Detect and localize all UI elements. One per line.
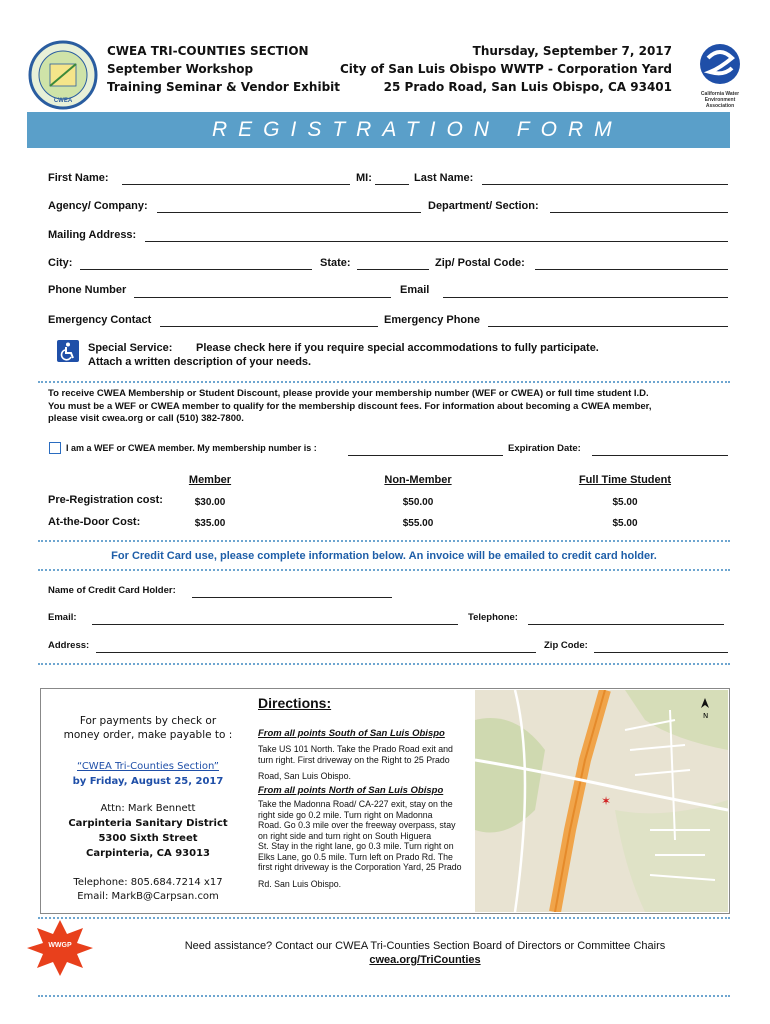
- special-service-attach: Attach a written description of your needs.: [88, 356, 312, 368]
- payment-city: Carpinteria, CA 93013: [85, 848, 211, 859]
- phone-field[interactable]: [134, 297, 391, 298]
- north-direction-7: first right driveway is the Corporation Yard, 25 Prado: [258, 862, 462, 872]
- south-direction-1: Take US 101 North. Take the Prado Road exit and: [258, 744, 453, 754]
- department-field[interactable]: [550, 212, 728, 213]
- cwea-text-2: Environment: [704, 97, 736, 103]
- payment-instruction-2: money order, make payable to :: [63, 729, 233, 741]
- svg-text:✶: ✶: [601, 794, 612, 808]
- city-label: City:: [48, 257, 73, 269]
- emergency-phone-field[interactable]: [488, 326, 728, 327]
- banner-title: REGISTRATION FORM: [212, 118, 623, 141]
- email-label: Email: [400, 284, 430, 296]
- mailing-field[interactable]: [145, 241, 728, 242]
- pre-reg-student-price: $5.00: [612, 497, 638, 508]
- payment-attn: Attn: Mark Bennett: [100, 803, 196, 814]
- state-label: State:: [320, 257, 351, 269]
- header-member: Member: [188, 474, 232, 486]
- payee-name: “CWEA Tri-Counties Section”: [77, 761, 219, 772]
- city-field[interactable]: [80, 269, 312, 270]
- membership-number-field[interactable]: [348, 455, 503, 456]
- event-date-block: [340, 42, 672, 96]
- seminar-title: Training Seminar & Vendor Exhibit: [107, 80, 341, 94]
- cwea-text-1: California Water: [700, 91, 740, 97]
- card-telephone-field[interactable]: [528, 624, 724, 625]
- tricounties-link[interactable]: cwea.org/TriCounties: [369, 954, 481, 966]
- wwgp-badge-text: WWGP: [48, 942, 72, 949]
- department-label: Department/ Section:: [428, 200, 539, 212]
- registration-banner: [27, 112, 730, 148]
- card-email-label: Email:: [48, 612, 77, 623]
- event-org-block: [107, 42, 340, 96]
- event-location: City of San Luis Obispo WWTP - Corporation Yard: [339, 62, 672, 76]
- accessibility-icon[interactable]: [57, 340, 79, 362]
- zip-label: Zip/ Postal Code:: [435, 257, 525, 269]
- member-checkbox[interactable]: [49, 442, 61, 454]
- agency-label: Agency/ Company:: [48, 200, 148, 212]
- card-zip-label: Zip Code:: [544, 640, 588, 651]
- wwgp-badge-icon: [25, 918, 95, 978]
- membership-info-1: To receive CWEA Membership or Student Discount, please provide your membership number (WEF or CWEA) or full time student I.D.: [48, 388, 649, 399]
- zip-field[interactable]: [535, 269, 728, 270]
- north-direction-2: right side go 0.2 mile. Turn right on Madonna: [258, 809, 433, 820]
- directions-title: Directions:: [258, 695, 332, 711]
- credit-card-notice: For Credit Card use, please complete information below. An invoice will be emailed to credit card holder.: [111, 550, 657, 562]
- membership-info-2: You must be a WEF or CWEA member to qualify for the membership discount fees. For information about becoming a CWEA member,: [48, 401, 652, 412]
- first-name-label: First Name:: [48, 172, 109, 184]
- emergency-contact-field[interactable]: [160, 326, 378, 327]
- south-direction-3: Road, San Luis Obispo.: [258, 771, 351, 781]
- tri-counties-logo: [28, 40, 98, 110]
- divider: [38, 995, 730, 997]
- last-name-label: Last Name:: [414, 172, 474, 184]
- logo-text: CWEA: [53, 98, 73, 104]
- membership-info-3: please visit cwea.org or call (510) 382-7800.: [48, 413, 244, 424]
- email-field[interactable]: [443, 297, 728, 298]
- header-student: Full Time Student: [578, 474, 672, 486]
- agency-field[interactable]: [157, 212, 421, 213]
- special-service-label: Special Service:: [88, 342, 173, 354]
- phone-label: Phone Number: [48, 284, 127, 296]
- cwea-text-3: Association: [705, 103, 735, 109]
- pre-reg-member-price: $30.00: [194, 497, 226, 508]
- assistance-text: Need assistance? Contact our CWEA Tri-Counties Section Board of Directors or Committee Chairs: [184, 940, 666, 952]
- last-name-field[interactable]: [482, 184, 728, 185]
- at-door-member-price: $35.00: [194, 518, 226, 529]
- emergency-phone-label: Emergency Phone: [384, 314, 480, 326]
- cwea-logo: [690, 42, 750, 112]
- expiration-label: Expiration Date:: [508, 443, 581, 454]
- south-heading: From all points South of San Luis Obispo: [258, 728, 445, 739]
- divider: [38, 663, 730, 665]
- card-holder-field[interactable]: [192, 597, 392, 598]
- payment-email: Email: MarkB@Carpsan.com: [77, 891, 219, 902]
- mi-label: MI:: [356, 172, 372, 184]
- mi-field[interactable]: [375, 184, 409, 185]
- payment-street: 5300 Sixth Street: [98, 833, 198, 844]
- north-direction-1: Take the Madonna Road/ CA-227 exit, stay on the: [258, 799, 453, 809]
- north-direction-5: St. Stay in the right lane, go 0.3 mile. Turn right on: [258, 841, 454, 851]
- card-zip-field[interactable]: [594, 652, 728, 653]
- member-checkbox-label: I am a WEF or CWEA member. My membership number is :: [66, 443, 317, 453]
- divider: [38, 381, 730, 383]
- location-map[interactable]: [475, 690, 728, 912]
- north-direction-8: Rd. San Luis Obispo.: [258, 879, 342, 889]
- first-name-field[interactable]: [122, 184, 350, 185]
- pre-reg-nonmember-price: $50.00: [402, 497, 434, 508]
- south-direction-2: turn right. First driveway on the Right to 25 Prado: [258, 754, 450, 765]
- svg-text:N: N: [703, 712, 709, 720]
- north-direction-3: Road. Go 0.3 mile over the freeway overpass, stay: [258, 820, 456, 830]
- event-date: Thursday, September 7, 2017: [472, 44, 672, 58]
- special-service-text: Please check here if you require special accommodations to fully participate.: [196, 342, 599, 354]
- north-direction-4: on right side and turn right on South Higuera: [258, 830, 432, 841]
- state-field[interactable]: [357, 269, 429, 270]
- card-email-field[interactable]: [92, 624, 458, 625]
- at-door-nonmember-price: $55.00: [402, 518, 434, 529]
- payment-org: Carpinteria Sanitary District: [68, 818, 228, 829]
- at-door-label: At-the-Door Cost:: [48, 516, 141, 528]
- divider: [38, 569, 730, 571]
- card-address-field[interactable]: [96, 652, 536, 653]
- card-address-label: Address:: [48, 640, 90, 651]
- mailing-label: Mailing Address:: [48, 229, 137, 241]
- divider: [38, 917, 730, 919]
- at-door-student-price: $5.00: [612, 518, 638, 529]
- pre-registration-label: Pre-Registration cost:: [48, 494, 163, 506]
- expiration-field[interactable]: [592, 455, 728, 456]
- payment-deadline: by Friday, August 25, 2017: [72, 776, 224, 787]
- payment-telephone: Telephone: 805.684.7214 x17: [73, 877, 223, 888]
- card-holder-label: Name of Credit Card Holder:: [48, 585, 176, 596]
- emergency-contact-label: Emergency Contact: [48, 314, 152, 326]
- north-direction-6: Elks Lane, go 0.5 mile. Turn left on Prado Rd. The: [258, 851, 453, 862]
- payment-instruction-1: For payments by check or: [79, 715, 217, 727]
- header-non-member: Non-Member: [384, 474, 452, 486]
- north-heading: From all points North of San Luis Obispo: [258, 785, 444, 796]
- card-telephone-label: Telephone:: [468, 612, 518, 623]
- org-title: CWEA TRI-COUNTIES SECTION: [107, 44, 309, 58]
- divider: [38, 540, 730, 542]
- workshop-title: September Workshop: [107, 62, 254, 76]
- event-address: 25 Prado Road, San Luis Obispo, CA 93401: [383, 80, 672, 94]
